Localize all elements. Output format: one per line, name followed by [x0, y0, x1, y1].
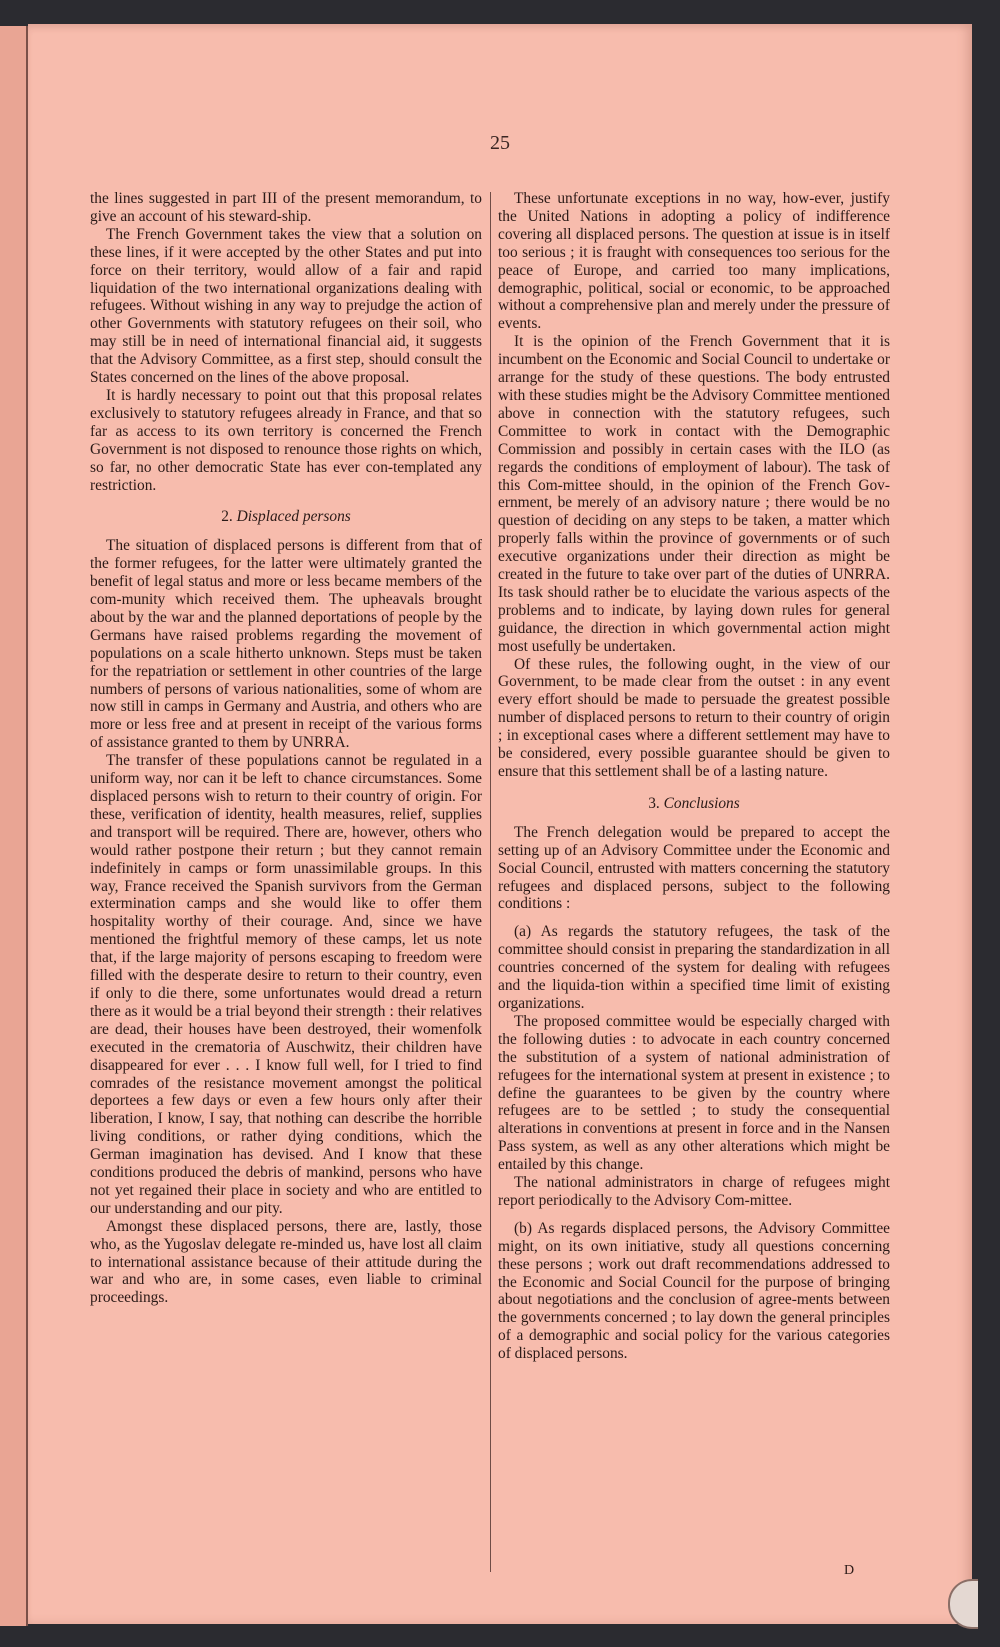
section-title: Conclusions: [663, 794, 740, 812]
paragraph: It is the opinion of the French Government that it is incumbent on the Economic and Social Council to undertake or arrange for the study of these questions. The body entrusted with these studies might be the Advisory Committee mentioned above in connection with the statutory refugees, such Committee to work in contact with the Demographic Commission and possibly in certain cases with the ILO (as regards the conditions of employment of labour). The task of this Com-mittee should, in the opinion of the French Gov-ernment, be merely of an advisory nature ; there would be no question of deciding on any steps to be taken, a matter which properly falls within the province of governments or of such executive organizations under their direction as might be created in the future to take over part of the duties of UNRRA. Its task should rather be to elucidate the various aspects of the problems and to indicate, by laying down rules for general guidance, the direction in which governmental action might most usefully be undertaken.: [498, 333, 890, 655]
left-column: [90, 190, 482, 1307]
section-number: 2.: [221, 508, 233, 526]
paragraph: The situation of displaced persons is different from that of the former refugees, for the latter were ultimately granted the benefit of legal status and more or less became members of the com-munity which received them. The upheavals brought about by the war and the planned deportations of people by the Germans have raised problems regarding the movement of populations on a scale hitherto unknown. Steps must be taken for the repatriation or settlement in other countries of the large numbers of persons of various nationalities, some of whom are now still in camps in Germany and Austria, and others who are more or less free and at present in receipt of the various forms of assistance granted to them by UNRRA.: [90, 537, 482, 752]
paragraph: Of these rules, the following ought, in the view of our Government, to be made clear from the outset : in any event every effort should be made to persuade the greatest possible number of displaced persons to return to their country of origin ; in exceptional cases where a different settlement may have to be considered, every possible guarantee should be given to ensure that this settlement shall be of a lasting nature.: [498, 655, 890, 780]
previous-page-edge: [0, 26, 28, 1626]
paragraph: The transfer of these populations cannot be regulated in a uniform way, nor can it be left to chance circumstances. Some displaced persons wish to return to their country of origin. For these, verification of identity, health measures, relief, supplies and transport will be required. There are, however, others who would rather postpone their return ; but they cannot remain indefinitely in camps or form unassimilable groups. In this way, France received the Spanish survivors from the German extermination camps and she would like to offer them hospitality worthy of their courage. And, since we have mentioned the frightful memory of these camps, let us note that, if the large majority of persons escaping to freedom were filled with the desperate desire to return to their country, even if only to die there, some unfortunates would dread a return there as it would be a trial beyond their strength : their relatives are dead, their houses have been destroyed, their womenfolk executed in the crematoria of Auschwitz, their children have disappeared for ever . . . I know full well, for I tried to find comrades of the resistance movement amongst the political deportees a few days or even a few hours only after their liberation, I know, I say, that nothing can describe the horrible living conditions, or rather dying conditions, which the German imagination has devised. And I know that these conditions produced the debris of mankind, persons who have not yet regained their place in society and who are entitled to our understanding and our pity.: [90, 752, 482, 1217]
right-column: [498, 190, 890, 1363]
footer-signature-mark: D: [844, 1563, 856, 1578]
page-number: 25: [490, 132, 510, 154]
paragraph: (b) As regards displaced persons, the Advisory Committee might, on its own initiative, study all questions concerning these persons ; work out draft recommendations addressed to the Economic and Social Council for the purpose of bringing about negotiations and the conclusion of agree-ments between the governments concerned ; to lay down the general principles of a demographic and social policy for the various categories of displaced persons.: [498, 1219, 890, 1363]
paragraph: It is hardly necessary to point out that this proposal relates exclusively to statutory refugees already in France, and that so far as access to its own territory is concerned the French Government is not disposed to renounce those rights on which, so far, no other democratic State has ever con-templated any restriction.: [90, 386, 482, 494]
document-page: [28, 24, 972, 1624]
section-heading-displaced-persons: [90, 508, 482, 526]
paragraph: the lines suggested in part III of the present memorandum, to give an account of his steward-ship.: [90, 190, 482, 225]
section-title: Displaced persons: [236, 508, 351, 526]
paragraph: The national administrators in charge of refugees might report periodically to the Advisory Com-mittee.: [498, 1174, 890, 1209]
paragraph: Amongst these displaced persons, there are, lastly, those who, as the Yugoslav delegate re-minded us, have lost all claim to international assistance because of their attitude during the war and who are, in some cases, even liable to criminal proceedings.: [90, 1217, 482, 1307]
section-heading-conclusions: [498, 795, 890, 813]
paragraph: The proposed committee would be especially charged with the following duties : to advocate in each country concerned the substitution of a system of national administration of refugees for the international system at present in existence ; to define the guarantees to be given by the country where refugees are to be settled ; to study the consequential alterations in conventions at present in force and in the Nansen Pass system, as well as any other alterations which might be entailed by this change.: [498, 1012, 890, 1174]
column-divider: [490, 192, 491, 1572]
paragraph: (a) As regards the statutory refugees, the task of the committee should consist in preparing the standardization in all countries concerned of the system for dealing with refugees and the liquida-tion within a specified time limit of existing organizations.: [498, 923, 890, 1012]
paragraph: These unfortunate exceptions in no way, how-ever, justify the United Nations in adopting a policy of indifference covering all displaced persons. The question at issue is in itself too serious ; it is fraught with consequences too serious for the peace of Europe, and carried too many implications, demographic, political, social or economic, to be approached without a comprehensive plan and merely under the pressure of events.: [498, 190, 890, 333]
section-number: 3.: [648, 794, 660, 812]
paragraph: The French delegation would be prepared to accept the setting up of an Advisory Committee under the Economic and Social Council, entrusted with matters concerning the statutory refugees and displaced persons, subject to the following conditions :: [498, 823, 890, 913]
paragraph: The French Government takes the view that a solution on these lines, if it were accepted by the other States and put into force on their territory, would allow of a fair and rapid liquidation of the two international organizations dealing with refugees. Without wishing in any way to prejudge the action of other Governments with statutory refugees on their soil, who may still be in need of international financial aid, it suggests that the Advisory Committee, as a first step, should consult the States concerned on the lines of the above proposal.: [90, 225, 482, 387]
